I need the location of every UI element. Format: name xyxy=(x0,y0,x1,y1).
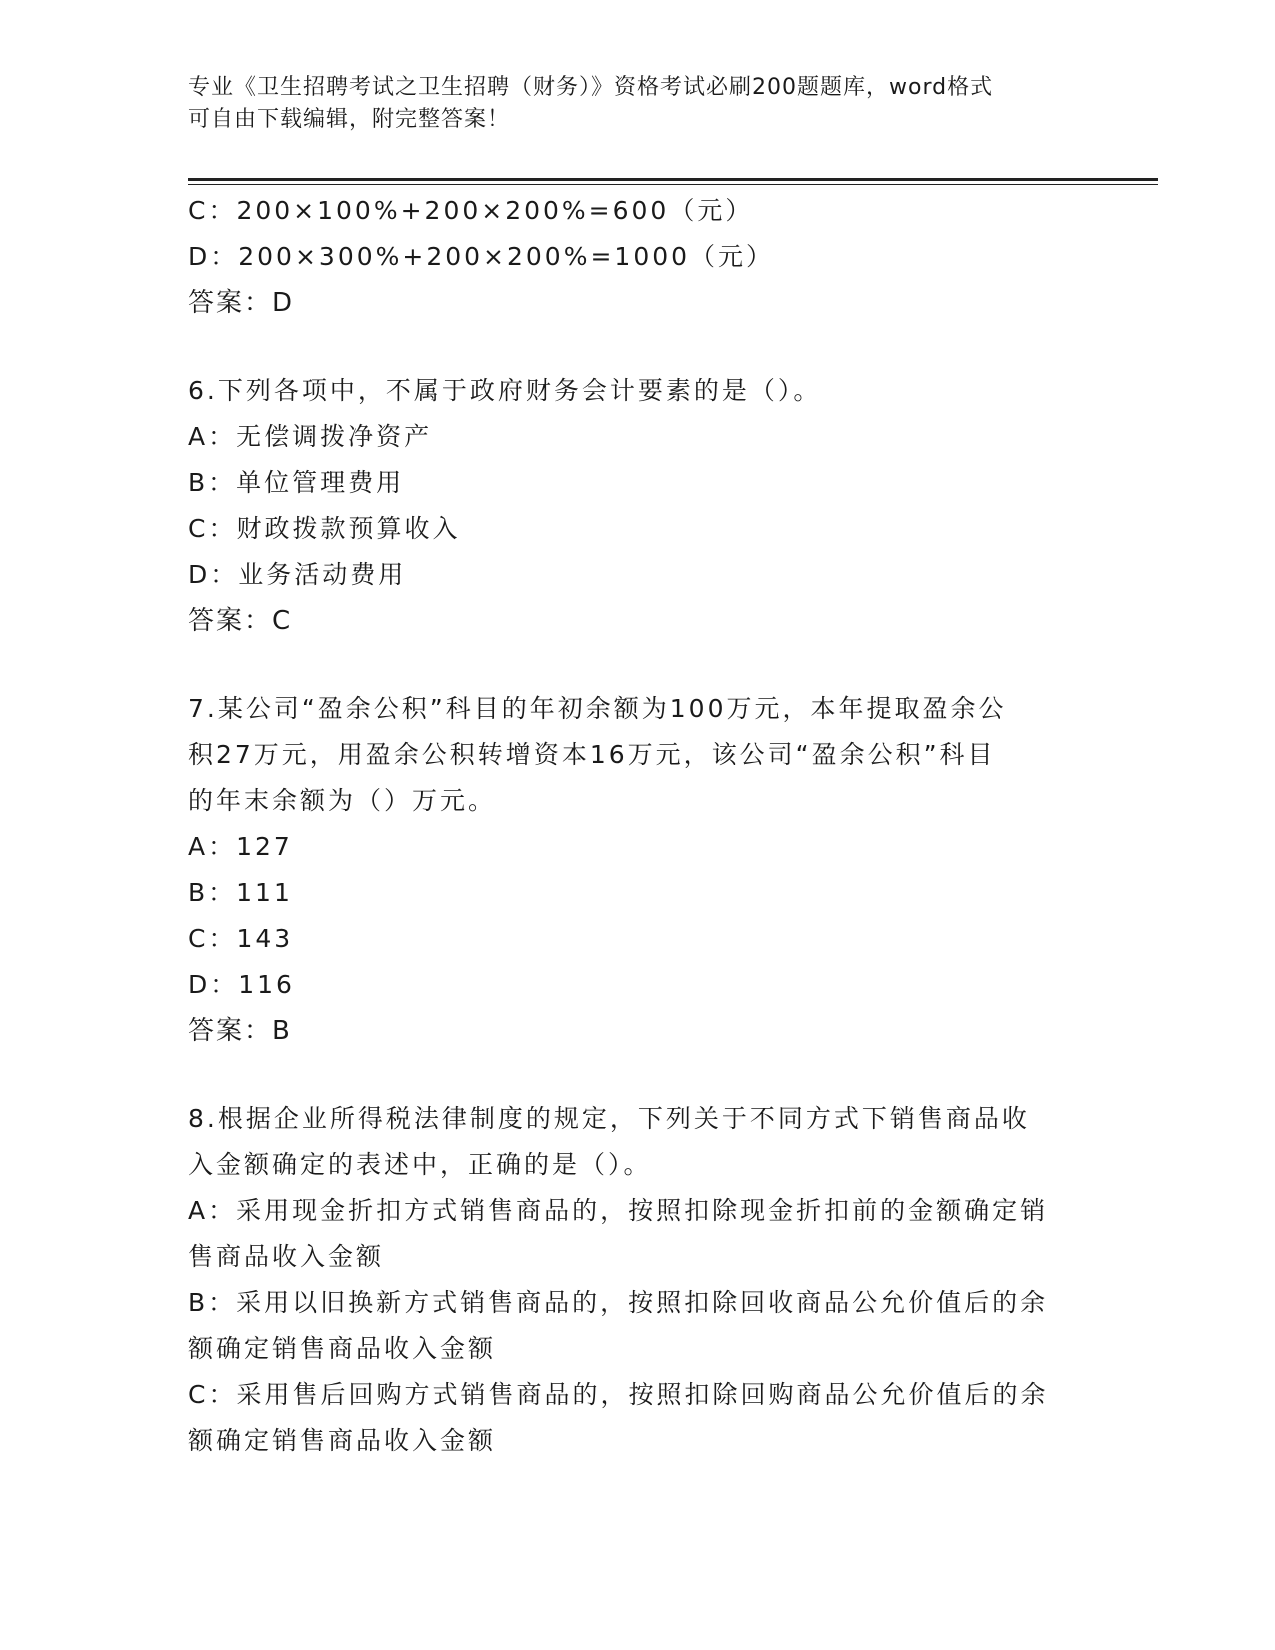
option-b-line-1: B：采用以旧换新方式销售商品的，按照扣除回收商品公允价值后的余 xyxy=(188,1288,1049,1317)
option-d: D：业务活动费用 xyxy=(188,560,407,589)
option-a: A：无偿调拨净资产 xyxy=(188,422,433,451)
question-stem-line-2: 入金额确定的表述中，正确的是（）。 xyxy=(188,1150,652,1179)
header-line-2: 可自由下载编辑，附完整答案！ xyxy=(188,107,511,132)
question-8 xyxy=(188,1096,1088,1464)
option-a: A：127 xyxy=(188,832,293,861)
question-stem-line-1: 8.根据企业所得税法律制度的规定，下列关于不同方式下销售商品收 xyxy=(188,1104,1030,1133)
option-b: B：单位管理费用 xyxy=(188,468,405,497)
option-b: B：111 xyxy=(188,878,293,907)
option-c: C：200×100%+200×200%=600（元） xyxy=(188,196,754,225)
question-stem: 6.下列各项中，不属于政府财务会计要素的是（）。 xyxy=(188,376,822,405)
option-a-line-2: 售商品收入金额 xyxy=(188,1242,385,1271)
option-a-line-1: A：采用现金折扣方式销售商品的，按照扣除现金折扣前的金额确定销 xyxy=(188,1196,1049,1225)
answer-line: 答案：D xyxy=(188,288,295,318)
option-c-line-2: 额确定销售商品收入金额 xyxy=(188,1426,497,1455)
question-7 xyxy=(188,686,1088,1054)
option-d: D：200×300%+200×200%=1000（元） xyxy=(188,242,775,271)
question-6 xyxy=(188,368,1088,644)
question-stem-line-2: 积27万元，用盈余公积转增资本16万元，该公司“盈余公积”科目 xyxy=(188,740,996,769)
answer-line: 答案：B xyxy=(188,1016,292,1046)
question-5-remainder xyxy=(188,188,1088,326)
header-line-1: 专业《卫生招聘考试之卫生招聘（财务）》资格考试必刷200题题库，word格式 xyxy=(188,75,994,100)
header-rule-thin xyxy=(188,184,1158,185)
answer-line: 答案：C xyxy=(188,606,293,636)
document-header xyxy=(188,72,1068,136)
question-content xyxy=(188,188,1088,1464)
option-c-line-1: C：采用售后回购方式销售商品的，按照扣除回购商品公允价值后的余 xyxy=(188,1380,1049,1409)
question-stem-line-3: 的年末余额为（）万元。 xyxy=(188,786,497,815)
option-b-line-2: 额确定销售商品收入金额 xyxy=(188,1334,497,1363)
header-rule-thick xyxy=(188,178,1158,181)
question-stem-line-1: 7.某公司“盈余公积”科目的年初余额为100万元，本年提取盈余公 xyxy=(188,694,1007,723)
option-d: D：116 xyxy=(188,970,295,999)
option-c: C：143 xyxy=(188,924,294,953)
option-c: C：财政拨款预算收入 xyxy=(188,514,461,543)
